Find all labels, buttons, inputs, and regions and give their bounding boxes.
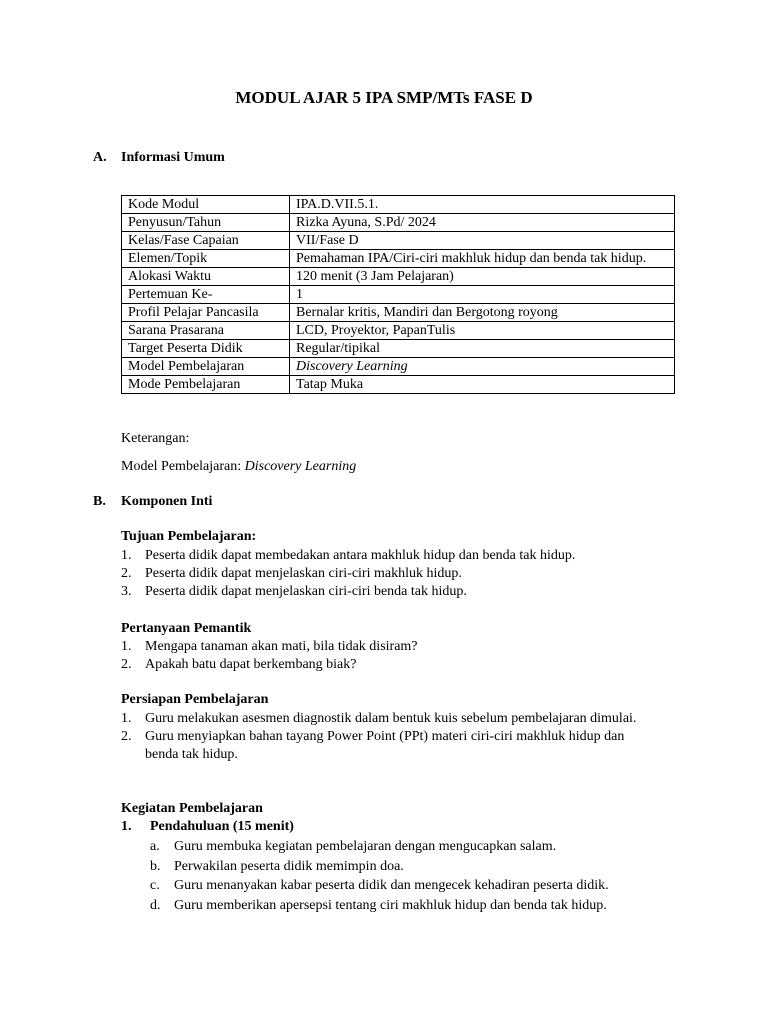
table-row xyxy=(122,232,675,250)
list-item-text: Guru melakukan asesmen diagnostik dalam bentuk kuis sebelum pembelajaran dimulai. xyxy=(145,711,637,726)
table-key-cell: Alokasi Waktu xyxy=(122,268,290,286)
persiapan-list xyxy=(121,710,661,764)
kegiatan-heading: Kegiatan Pembelajaran xyxy=(121,801,263,816)
kegiatan-step-title: Pendahuluan (15 menit) xyxy=(150,819,294,834)
list-item-text: Peserta didik dapat menjelaskan ciri-ciri benda tak hidup. xyxy=(145,584,467,599)
table-row xyxy=(122,376,675,394)
table-key-cell: Target Peserta Didik xyxy=(122,340,290,358)
model-note-value: Discovery Learning xyxy=(244,459,357,474)
table-row xyxy=(122,304,675,322)
pertanyaan-heading: Pertanyaan Pemantik xyxy=(121,621,252,636)
list-item xyxy=(121,583,681,601)
tujuan-heading: Tujuan Pembelajaran: xyxy=(121,529,257,544)
tujuan-list xyxy=(121,547,681,601)
section-b-number: B. xyxy=(93,494,106,509)
table-row xyxy=(122,268,675,286)
table-value-cell: Tatap Muka xyxy=(290,376,675,394)
list-item xyxy=(150,876,680,896)
section-a-title: Informasi Umum xyxy=(121,150,225,165)
list-item-number: a. xyxy=(150,839,160,854)
table-value-cell: Discovery Learning xyxy=(290,358,675,376)
list-item xyxy=(150,857,680,877)
list-item-number: 2. xyxy=(121,729,132,744)
document-title: MODUL AJAR 5 IPA SMP/MTs FASE D xyxy=(235,88,533,107)
table-value-cell: Bernalar kritis, Mandiri dan Bergotong royong xyxy=(290,304,675,322)
table-key-cell: Pertemuan Ke- xyxy=(122,286,290,304)
list-item-number: 3. xyxy=(121,584,132,599)
kegiatan-step-number: 1. xyxy=(121,819,132,834)
list-item-text: Guru memberikan apersepsi tentang ciri makhluk hidup dan benda tak hidup. xyxy=(174,897,607,913)
table-row xyxy=(122,214,675,232)
list-item-text: Guru menyiapkan bahan tayang Power Point (PPt) materi ciri-ciri makhluk hidup dan benda tak hidup. xyxy=(145,729,625,762)
section-a-number: A. xyxy=(93,150,107,165)
list-item-text: Peserta didik dapat membedakan antara makhluk hidup dan benda tak hidup. xyxy=(145,548,576,563)
list-item-number: 1. xyxy=(121,711,132,726)
list-item-text: Guru menanyakan kabar peserta didik dan mengecek kehadiran peserta didik. xyxy=(174,878,609,893)
table-value-cell: Regular/tipikal xyxy=(290,340,675,358)
list-item-number: d. xyxy=(150,897,161,913)
table-key-cell: Elemen/Topik xyxy=(122,250,290,268)
section-b-title: Komponen Inti xyxy=(121,494,213,509)
table-row xyxy=(122,358,675,376)
table-row xyxy=(122,196,675,214)
list-item-text: Apakah batu dapat berkembang biak? xyxy=(145,657,357,672)
list-item xyxy=(150,837,680,857)
table-value-cell: IPA.D.VII.5.1. xyxy=(290,196,675,214)
table-key-cell: Kelas/Fase Capaian xyxy=(122,232,290,250)
list-item-text: Perwakilan peserta didik memimpin doa. xyxy=(174,858,404,874)
table-key-cell: Profil Pelajar Pancasila xyxy=(122,304,290,322)
list-item-text: Peserta didik dapat menjelaskan ciri-ciri makhluk hidup. xyxy=(145,566,462,581)
table-value-cell: Pemahaman IPA/Ciri-ciri makhluk hidup dan benda tak hidup. xyxy=(290,250,675,268)
info-table xyxy=(121,195,675,394)
table-key-cell: Kode Modul xyxy=(122,196,290,214)
table-row xyxy=(122,250,675,268)
table-key-cell: Sarana Prasarana xyxy=(122,322,290,340)
table-key-cell: Mode Pembelajaran xyxy=(122,376,290,394)
table-value-cell: LCD, Proyektor, PapanTulis xyxy=(290,322,675,340)
pertanyaan-list xyxy=(121,638,681,674)
table-value-cell: VII/Fase D xyxy=(290,232,675,250)
list-item xyxy=(121,547,681,565)
list-item-number: 1. xyxy=(121,548,132,563)
kegiatan-list xyxy=(150,837,680,915)
list-item-number: 2. xyxy=(121,566,132,581)
keterangan-label: Keterangan: xyxy=(121,431,190,446)
list-item xyxy=(121,638,681,656)
list-item xyxy=(121,710,661,728)
table-key-cell: Penyusun/Tahun xyxy=(122,214,290,232)
table-row xyxy=(122,286,675,304)
list-item-number: c. xyxy=(150,878,160,893)
table-row xyxy=(122,340,675,358)
list-item-text: Guru membuka kegiatan pembelajaran dengan mengucapkan salam. xyxy=(174,839,557,854)
table-value-cell: Rizka Ayuna, S.Pd/ 2024 xyxy=(290,214,675,232)
list-item-text: Mengapa tanaman akan mati, bila tidak disiram? xyxy=(145,639,418,654)
table-value-cell: 120 menit (3 Jam Pelajaran) xyxy=(290,268,675,286)
list-item xyxy=(150,896,680,916)
model-note xyxy=(121,459,356,475)
table-key-cell: Model Pembelajaran xyxy=(122,358,290,376)
model-note-label: Model Pembelajaran: xyxy=(121,459,245,474)
list-item xyxy=(121,728,661,764)
table-value-cell: 1 xyxy=(290,286,675,304)
list-item-number: b. xyxy=(150,858,161,874)
list-item xyxy=(121,656,681,674)
list-item-number: 1. xyxy=(121,639,132,654)
list-item xyxy=(121,565,681,583)
persiapan-heading: Persiapan Pembelajaran xyxy=(121,692,269,707)
list-item-number: 2. xyxy=(121,657,132,672)
table-row xyxy=(122,322,675,340)
